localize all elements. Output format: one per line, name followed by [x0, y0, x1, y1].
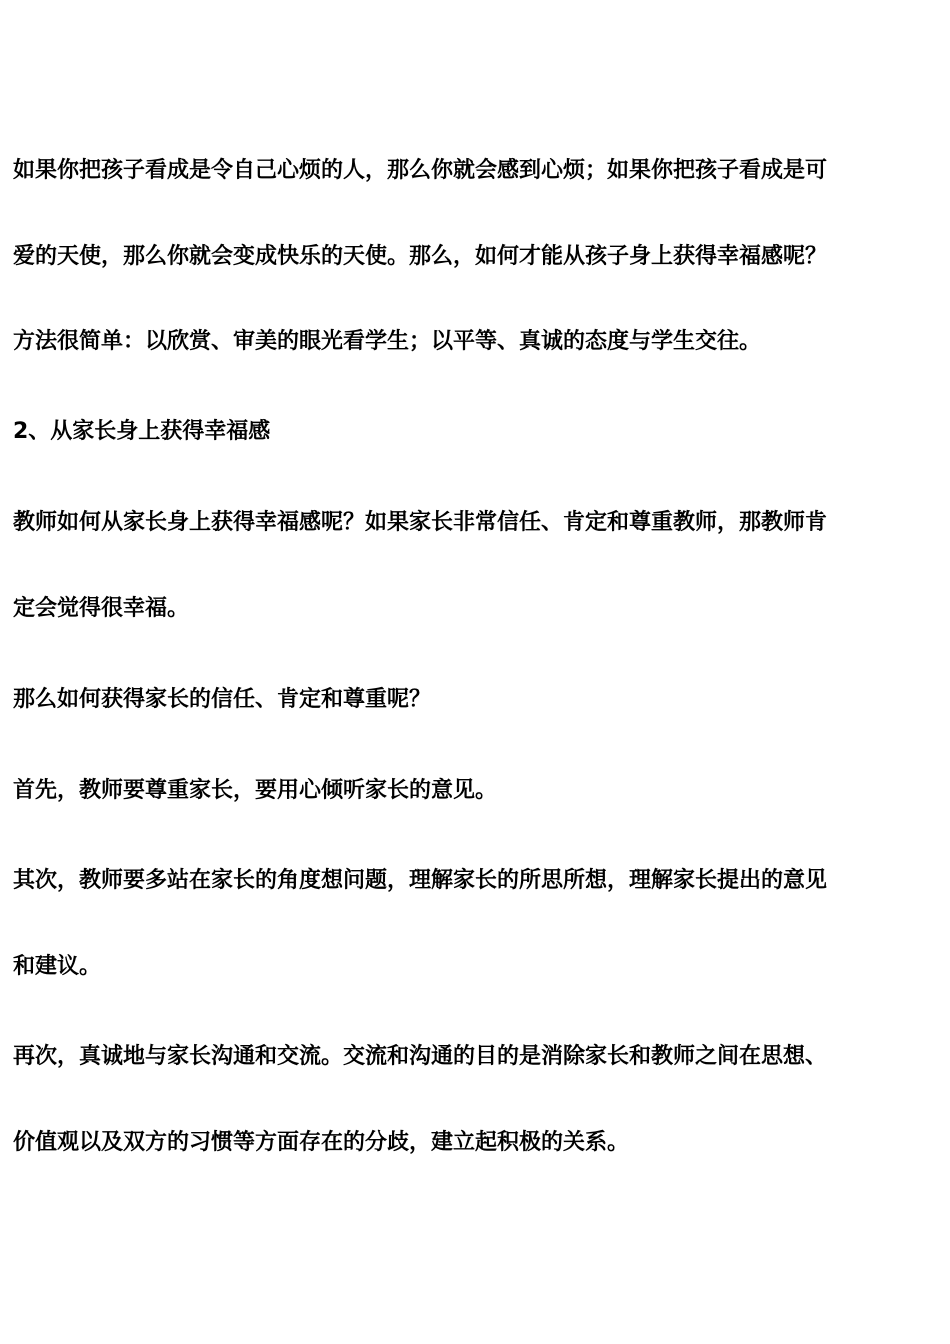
- paragraph-line: 其次，教师要多站在家长的角度想问题，理解家长的所思所想，理解家长提出的意见: [13, 868, 828, 893]
- paragraph-line: 首先，教师要尊重家长，要用心倾听家长的意见。: [13, 778, 498, 803]
- paragraph-line: 如果你把孩子看成是令自己心烦的人，那么你就会感到心烦；如果你把孩子看成是可: [13, 158, 828, 183]
- paragraph-line: 爱的天使，那么你就会变成快乐的天使。那么，如何才能从孩子身上获得幸福感呢？: [13, 244, 828, 269]
- paragraph-line: 再次，真诚地与家长沟通和交流。交流和沟通的目的是消除家长和教师之间在思想、: [13, 1044, 828, 1069]
- paragraph-line: 价值观以及双方的习惯等方面存在的分歧，建立起积极的关系。: [13, 1130, 630, 1155]
- paragraph-line: 教师如何从家长身上获得幸福感呢？如果家长非常信任、肯定和尊重教师，那教师肯: [13, 510, 828, 535]
- paragraph-line: 那么如何获得家长的信任、肯定和尊重呢？: [13, 687, 432, 712]
- paragraph-line: 和建议。: [13, 954, 102, 979]
- paragraph-line: 定会觉得很幸福。: [13, 596, 190, 621]
- section-heading: 2、从家长身上获得幸福感: [13, 419, 271, 444]
- paragraph-line: 方法很简单：以欣赏、审美的眼光看学生；以平等、真诚的态度与学生交往。: [13, 329, 762, 354]
